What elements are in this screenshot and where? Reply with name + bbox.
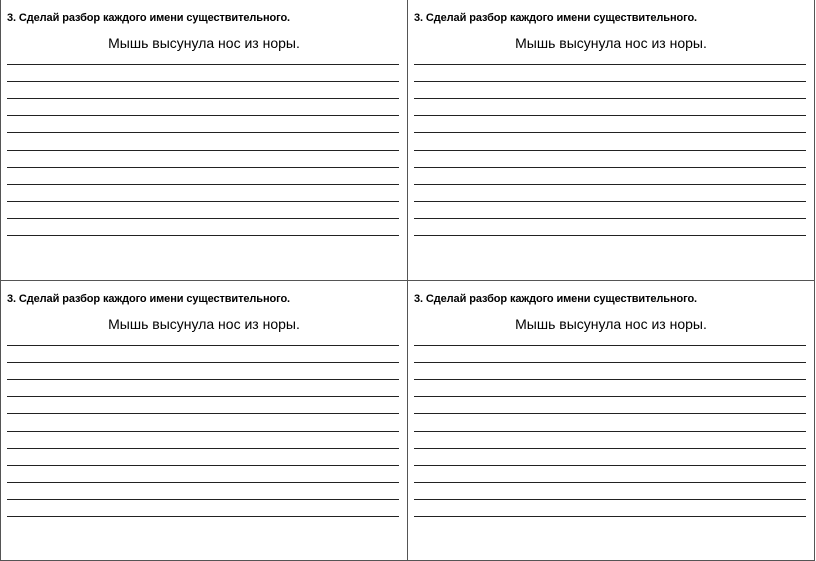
- answer-line: [414, 132, 806, 133]
- answer-line: [7, 218, 399, 219]
- answer-line: [414, 184, 806, 185]
- answer-line: [414, 396, 806, 397]
- answer-line: [414, 81, 806, 82]
- answer-line: [7, 167, 399, 168]
- answer-line: [414, 167, 806, 168]
- answer-line: [7, 413, 399, 414]
- answer-line: [414, 465, 806, 466]
- answer-line: [7, 201, 399, 202]
- answer-line: [414, 345, 806, 346]
- answer-line: [414, 448, 806, 449]
- answer-line: [414, 413, 806, 414]
- answer-line: [7, 184, 399, 185]
- answer-line: [7, 64, 399, 65]
- answer-line: [7, 345, 399, 346]
- answer-line: [414, 98, 806, 99]
- answer-line: [7, 448, 399, 449]
- answer-line: [7, 98, 399, 99]
- answer-line: [7, 431, 399, 432]
- answer-line: [414, 115, 806, 116]
- answer-line: [414, 499, 806, 500]
- task-sentence: Мышь высунула нос из норы.: [515, 35, 707, 51]
- answer-line: [414, 64, 806, 65]
- answer-line: [414, 235, 806, 236]
- answer-line: [7, 499, 399, 500]
- task-sentence: Мышь высунула нос из норы.: [108, 35, 300, 51]
- task-instruction: 3. Сделай разбор каждого имени существительного.: [414, 12, 698, 24]
- answer-line: [7, 396, 399, 397]
- answer-line: [7, 150, 399, 151]
- answer-line: [414, 218, 806, 219]
- answer-line: [7, 379, 399, 380]
- horizontal-cut-line: [0, 280, 815, 281]
- answer-line: [7, 132, 399, 133]
- answer-line: [414, 379, 806, 380]
- task-sentence: Мышь высунула нос из норы.: [515, 316, 707, 332]
- answer-line: [7, 81, 399, 82]
- answer-line: [7, 482, 399, 483]
- answer-line: [7, 465, 399, 466]
- task-instruction: 3. Сделай разбор каждого имени существительного.: [7, 12, 291, 24]
- task-instruction: 3. Сделай разбор каждого имени существительного.: [7, 293, 291, 305]
- answer-line: [7, 115, 399, 116]
- task-instruction: 3. Сделай разбор каждого имени существительного.: [414, 293, 698, 305]
- answer-line: [414, 431, 806, 432]
- answer-line: [7, 235, 399, 236]
- answer-line: [7, 362, 399, 363]
- answer-line: [7, 516, 399, 517]
- task-sentence: Мышь высунула нос из норы.: [108, 316, 300, 332]
- answer-line: [414, 516, 806, 517]
- answer-line: [414, 150, 806, 151]
- answer-line: [414, 482, 806, 483]
- answer-line: [414, 362, 806, 363]
- answer-line: [414, 201, 806, 202]
